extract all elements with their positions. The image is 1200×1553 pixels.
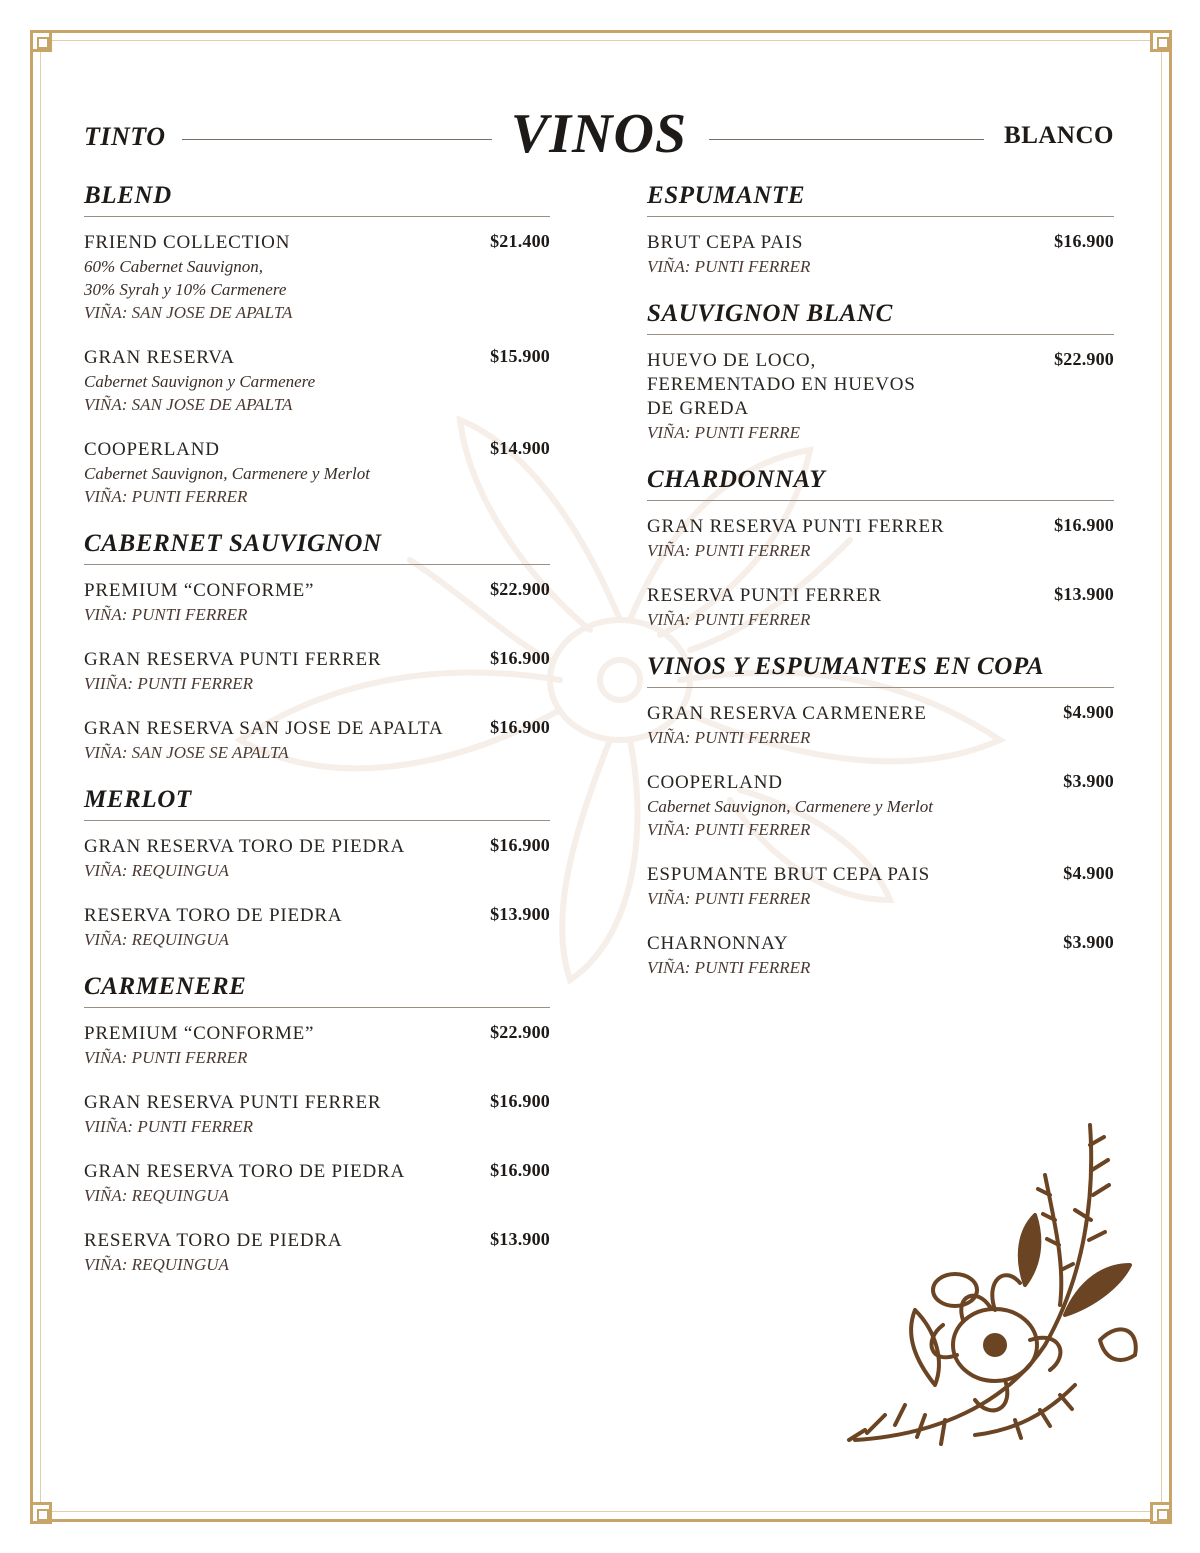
section-title: ESPUMANTE — [647, 182, 1114, 217]
winery-label: VIÑA: SAN JOSE DE APALTA — [84, 395, 293, 414]
section-title: CHARDONNAY — [647, 466, 1114, 501]
wine-name: GRAN RESERVA TORO DE PIEDRA — [84, 836, 405, 857]
winery-label: VIÑA: PUNTI FERRER — [647, 728, 811, 747]
menu-section — [647, 300, 1114, 444]
wine-name: GRAN RESERVA CARMENERE — [647, 703, 927, 724]
wine-name: GRAN RESERVA PUNTI FERRER — [647, 516, 945, 537]
wine-price: $22.900 — [1054, 349, 1114, 369]
menu-section — [647, 182, 1114, 278]
wine-item — [84, 1091, 550, 1138]
wine-name: GRAN RESERVA PUNTI FERRER — [84, 1092, 382, 1113]
menu-section — [647, 466, 1114, 631]
menu-header — [84, 100, 1114, 170]
section-title: SAUVIGNON BLANC — [647, 300, 1114, 335]
wine-description: 60% Cabernet Sauvignon, 30% Syrah y 10% Carmenere — [84, 257, 287, 299]
tinto-column — [84, 182, 550, 1298]
winery-label: VIÑA: PUNTI FERRER — [84, 487, 248, 506]
winery-label: VIÑA: SAN JOSE SE APALTA — [84, 743, 289, 762]
wine-item — [84, 648, 550, 695]
wine-name: GRAN RESERVA SAN JOSE DE APALTA — [84, 718, 444, 739]
winery-label: VIÑA: PUNTI FERRER — [647, 257, 811, 276]
wine-name: RESERVA TORO DE PIEDRA — [84, 1230, 343, 1251]
wine-price: $16.900 — [490, 1160, 550, 1180]
wine-price: $16.900 — [1054, 515, 1114, 535]
wine-name: COOPERLAND — [647, 772, 783, 793]
wine-price: $4.900 — [1063, 863, 1114, 883]
wine-item — [84, 717, 550, 764]
wine-price: $13.900 — [490, 1229, 550, 1249]
wine-item — [647, 584, 1114, 631]
winery-label: VIÑA: PUNTI FERRER — [647, 541, 811, 560]
winery-label: VIÑA: PUNTI FERRER — [647, 820, 811, 839]
winery-label: VIÑA: REQUINGUA — [84, 1255, 229, 1274]
header-divider — [709, 139, 984, 140]
category-tinto-label: TINTO — [84, 122, 166, 151]
menu-section — [84, 973, 550, 1276]
wine-item — [84, 1022, 550, 1069]
wine-price: $3.900 — [1063, 771, 1114, 791]
wine-description: Cabernet Sauvignon y Carmenere — [84, 372, 316, 391]
wine-price: $16.900 — [490, 835, 550, 855]
wine-name: HUEVO DE LOCO, FEREMENTADO EN HUEVOS DE GREDA — [647, 350, 916, 419]
page-title: VINOS — [510, 103, 688, 165]
wine-item — [84, 438, 550, 508]
category-blanco-label: BLANCO — [1004, 122, 1114, 149]
wine-name: COOPERLAND — [84, 439, 220, 460]
wine-item — [647, 863, 1114, 910]
wine-name: RESERVA PUNTI FERRER — [647, 585, 882, 606]
winery-label: VIÑA: PUNTI FERRER — [84, 605, 248, 624]
winery-label: VIÑA: PUNTI FERRER — [647, 610, 811, 629]
corner-ornament-icon — [30, 1502, 52, 1524]
section-title: BLEND — [84, 182, 550, 217]
wine-item — [84, 579, 550, 626]
winery-label: VIÑA: REQUINGUA — [84, 861, 229, 880]
wine-name: ESPUMANTE BRUT CEPA PAIS — [647, 864, 931, 885]
wine-name: PREMIUM “CONFORME” — [84, 580, 315, 601]
wine-item — [647, 231, 1114, 278]
wine-item — [84, 835, 550, 882]
wine-description: Cabernet Sauvignon, Carmenere y Merlot — [647, 797, 933, 816]
wine-item — [84, 231, 550, 324]
winery-label: VIÑA: REQUINGUA — [84, 1186, 229, 1205]
menu-section — [84, 182, 550, 508]
wine-price: $22.900 — [490, 579, 550, 599]
winery-label: VIÑA: PUNTI FERRER — [647, 889, 811, 908]
menu-section — [84, 530, 550, 764]
wine-price: $13.900 — [490, 904, 550, 924]
winery-label: VIÑA: REQUINGUA — [84, 930, 229, 949]
wine-price: $13.900 — [1054, 584, 1114, 604]
wine-item — [84, 346, 550, 416]
wine-item — [647, 702, 1114, 749]
wine-price: $16.900 — [490, 1091, 550, 1111]
wine-item — [84, 1229, 550, 1276]
winery-label: VIIÑA: PUNTI FERRER — [84, 1117, 254, 1136]
wine-price: $16.900 — [490, 717, 550, 737]
menu-section — [647, 653, 1114, 979]
section-title: VINOS Y ESPUMANTES EN COPA — [647, 653, 1114, 688]
winery-label: VIÑA: PUNTI FERRER — [647, 958, 811, 977]
corner-ornament-icon — [1150, 30, 1172, 52]
wine-name: BRUT CEPA PAIS — [647, 232, 804, 253]
wine-price: $16.900 — [1054, 231, 1114, 251]
wine-price: $21.400 — [490, 231, 550, 251]
wine-name: GRAN RESERVA TORO DE PIEDRA — [84, 1161, 405, 1182]
wine-name: GRAN RESERVA — [84, 347, 235, 368]
wine-price: $4.900 — [1063, 702, 1114, 722]
floral-corner-icon — [845, 1115, 1145, 1485]
menu-section — [84, 786, 550, 951]
wine-name: RESERVA TORO DE PIEDRA — [84, 905, 343, 926]
wine-name: FRIEND COLLECTION — [84, 232, 291, 253]
wine-price: $14.900 — [490, 438, 550, 458]
wine-item — [647, 771, 1114, 841]
wine-item — [647, 349, 1114, 444]
winery-label: VIIÑA: PUNTI FERRER — [84, 674, 254, 693]
section-title: CARMENERE — [84, 973, 550, 1008]
winery-label: VIÑA: PUNTI FERRER — [84, 1048, 248, 1067]
wine-item — [84, 904, 550, 951]
wine-price: $15.900 — [490, 346, 550, 366]
corner-ornament-icon — [30, 30, 52, 52]
wine-item — [84, 1160, 550, 1207]
wine-item — [647, 515, 1114, 562]
winery-label: VIÑA: SAN JOSE DE APALTA — [84, 303, 293, 322]
wine-price: $16.900 — [490, 648, 550, 668]
wine-description: Cabernet Sauvignon, Carmenere y Merlot — [84, 464, 370, 483]
blanco-column — [647, 182, 1114, 1001]
wine-item — [647, 932, 1114, 979]
section-title: CABERNET SAUVIGNON — [84, 530, 550, 565]
wine-name: GRAN RESERVA PUNTI FERRER — [84, 649, 382, 670]
wine-name: PREMIUM “CONFORME” — [84, 1023, 315, 1044]
wine-name: CHARNONNAY — [647, 933, 789, 954]
corner-ornament-icon — [1150, 1502, 1172, 1524]
wine-price: $22.900 — [490, 1022, 550, 1042]
wine-price: $3.900 — [1063, 932, 1114, 952]
winery-label: VIÑA: PUNTI FERRE — [647, 423, 800, 442]
section-title: MERLOT — [84, 786, 550, 821]
